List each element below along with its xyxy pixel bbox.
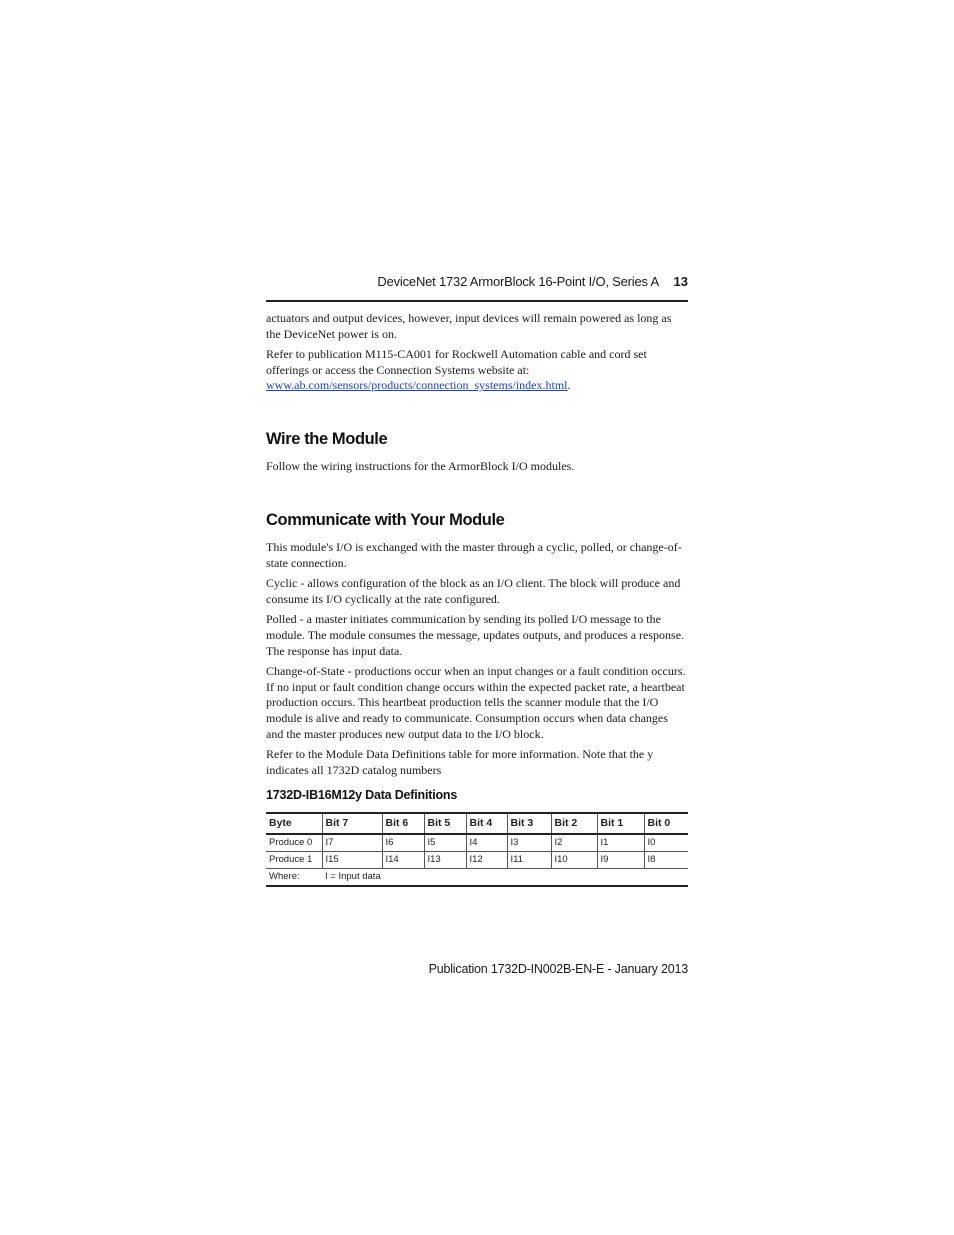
communicate-paragraph-4: Change-of-State - productions occur when an input changes or a fault condition occurs. If no input or fault condition change occurs within the expected packet rate, a heartbeat production occurs. This heartbeat production tells the scanner module that the I/O module is alive and ready to communicate. Consumption occurs when data changes and the master produces new output data to the I/O block. — [266, 664, 686, 741]
header-byte: Byte — [266, 813, 322, 834]
table-cell: I2 — [551, 834, 597, 852]
table-cell: I14 — [382, 852, 424, 869]
communicate-paragraph-5: Refer to the Module Data Definitions table for more information. Note that the y indicates all 1732D catalog numbers — [266, 747, 654, 777]
where-label: Where: — [266, 869, 322, 887]
communicate-section — [266, 540, 688, 778]
table-row — [266, 834, 688, 852]
header-bit-3: Bit 3 — [507, 813, 551, 834]
header-bit-0: Bit 0 — [644, 813, 688, 834]
table-cell: I9 — [597, 852, 644, 869]
header-bit-2: Bit 2 — [551, 813, 597, 834]
table-cell: I11 — [507, 852, 551, 869]
intro-paragraph-2 — [266, 347, 688, 394]
table-cell: I5 — [424, 834, 466, 852]
connection-systems-link[interactable]: www.ab.com/sensors/products/connection_systems/index.html — [266, 378, 568, 393]
intro-paragraph-1: actuators and output devices, however, input devices will remain powered as long as the DeviceNet power is on. — [266, 311, 672, 341]
table-header-row — [266, 813, 688, 834]
table-cell: I12 — [466, 852, 507, 869]
table-title: 1732D-IB16M12y Data Definitions — [266, 788, 458, 802]
table-cell: I0 — [644, 834, 688, 852]
where-text: I = Input data — [322, 869, 688, 887]
communicate-paragraph-1: This module's I/O is exchanged with the master through a cyclic, polled, or change-of-state connection. — [266, 540, 682, 570]
communicate-paragraph-3: Polled - a master initiates communication by sending its polled I/O message to the module. The module consumes the message, updates outputs, and produces a response. The response has input data. — [266, 612, 685, 658]
table-cell: I13 — [424, 852, 466, 869]
table-row — [266, 852, 688, 869]
table-cell: I10 — [551, 852, 597, 869]
page-footer: Publication 1732D-IN002B-EN-E - January 2013 — [428, 962, 688, 976]
table-cell: I3 — [507, 834, 551, 852]
communicate-paragraph-2: Cyclic - allows configuration of the block as an I/O client. The block will produce and consume its I/O cyclically at the rate configured. — [266, 576, 681, 606]
header-bit-4: Bit 4 — [466, 813, 507, 834]
header-bit-1: Bit 1 — [597, 813, 644, 834]
table-cell: Produce 0 — [266, 834, 322, 852]
wire-section — [266, 459, 688, 475]
data-definitions-table — [266, 812, 688, 887]
header-bit-5: Bit 5 — [424, 813, 466, 834]
header-bit-6: Bit 6 — [382, 813, 424, 834]
page-header — [266, 272, 688, 302]
communicate-heading: Communicate with Your Module — [266, 511, 505, 529]
intro-paragraph-2-end: . — [567, 378, 571, 393]
table-where-row — [266, 869, 688, 887]
intro-section — [266, 311, 688, 394]
table-cell: I6 — [382, 834, 424, 852]
table-cell: I8 — [644, 852, 688, 869]
header-bit-7: Bit 7 — [322, 813, 382, 834]
wire-module-heading: Wire the Module — [266, 430, 388, 448]
intro-paragraph-2-text: Refer to publication M115-CA001 for Rockwell Automation cable and cord set offerings or access the Connection Systems website at: — [266, 347, 647, 377]
page-number: 13 — [673, 274, 688, 289]
header-title: DeviceNet 1732 ArmorBlock 16-Point I/O, Series A — [377, 274, 659, 289]
table-cell: I15 — [322, 852, 382, 869]
table-cell: I1 — [597, 834, 644, 852]
table-cell: I4 — [466, 834, 507, 852]
wire-paragraph: Follow the wiring instructions for the ArmorBlock I/O modules. — [266, 459, 575, 473]
table-cell: Produce 1 — [266, 852, 322, 869]
table-cell: I7 — [322, 834, 382, 852]
